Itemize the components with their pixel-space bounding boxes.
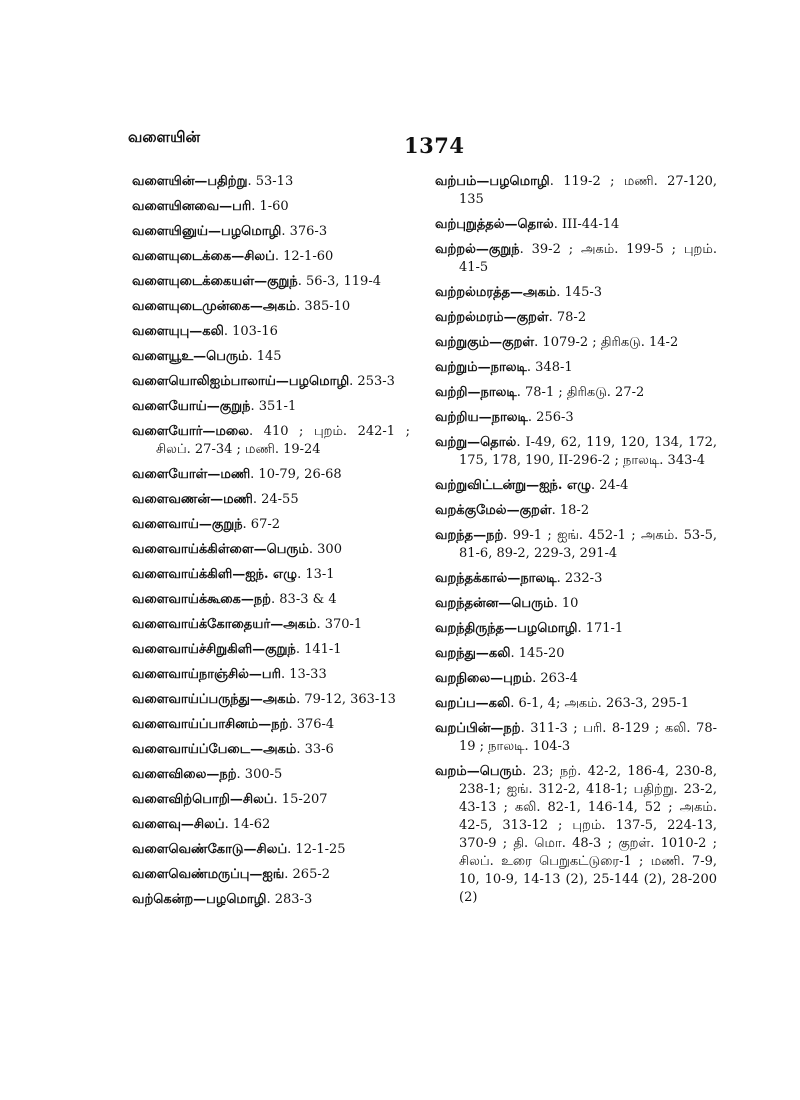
- entry-references: . 10-79, 26-68: [250, 467, 342, 482]
- index-entry: [132, 466, 410, 484]
- index-entry: [132, 716, 410, 734]
- entry-headword: வளைவாய்க்கூகை—நற்: [132, 592, 272, 607]
- entry-headword: வளைவாய்க்கிள்ளை—பெரும்: [132, 542, 309, 557]
- index-entry: [132, 423, 410, 459]
- entry-headword: வற்றுகும்—குறள்: [435, 335, 535, 350]
- entry-headword: வறப்பின்—நற்: [435, 721, 521, 736]
- entry-headword: வறந்த—நற்: [435, 528, 504, 543]
- entry-headword: வளையோய்—குறுந்: [132, 399, 251, 414]
- index-entry: [132, 791, 410, 809]
- entry-references: . 348-1: [526, 360, 573, 375]
- index-entry: [435, 645, 717, 663]
- index-entry: [132, 173, 410, 191]
- index-entry: [132, 641, 410, 659]
- entry-references: . 18-2: [551, 503, 590, 518]
- entry-headword: வளைவாய்க்கோதையர்—அகம்: [132, 617, 317, 632]
- entry-references: . 145-20: [510, 646, 565, 661]
- index-entry: [132, 616, 410, 634]
- entry-headword: வளையுடைக்கையள்—குறுந்: [132, 274, 298, 289]
- entry-headword: வளையினுய்—பழமொழி: [132, 224, 282, 239]
- entry-references: . 410 ; புறம். 242-1 ; சிலப். 27-34 ; மணி. 19-24: [156, 424, 410, 457]
- entry-references: . 78-2: [548, 310, 587, 325]
- entry-headword: வளைவெண்கோடு—சிலப்: [132, 842, 288, 857]
- entry-references: . 12-1-25: [287, 842, 346, 857]
- entry-references: . 1-60: [251, 199, 289, 214]
- index-entry: [132, 491, 410, 509]
- entry-references: . 67-2: [242, 517, 281, 532]
- page-number: 1374: [404, 133, 465, 158]
- index-entry: [132, 841, 410, 859]
- entry-references: . 263-4: [532, 671, 578, 686]
- index-entry: [132, 691, 410, 709]
- entry-references: . 351-1: [250, 399, 297, 414]
- entry-headword: வற்பம்—பழமொழி: [435, 174, 550, 189]
- entry-references: . 1079-2 ; திரிகடு. 14-2: [534, 335, 679, 350]
- index-entry: [132, 223, 410, 241]
- index-entry: [435, 241, 717, 277]
- entry-headword: வளையோர்—மலை: [132, 424, 249, 439]
- index-entry: [435, 284, 717, 302]
- entry-references: . 300: [308, 542, 342, 557]
- entry-references: . 13-1: [297, 567, 335, 582]
- entry-headword: வளைவிற்பொறி—சிலப்: [132, 792, 274, 807]
- entry-references: . 83-3 & 4: [271, 592, 337, 607]
- entry-references: . 99-1 ; ஐங். 452-1 ; அகம். 53-5, 81-6, 89-2, 229-3, 291-4: [459, 528, 717, 561]
- entry-references: . 13-33: [280, 667, 327, 682]
- index-entry: [435, 527, 717, 563]
- entry-references: . 300-5: [236, 767, 283, 782]
- entry-references: . 119-2 ; மணி. 27-120, 135: [459, 174, 717, 207]
- entry-headword: வற்றல்—குறுந்: [435, 242, 520, 257]
- entry-headword: வற்றல்மரத்த—அகம்: [435, 285, 557, 300]
- index-entry: [435, 595, 717, 613]
- index-entry: [132, 541, 410, 559]
- entry-references: . 232-3: [556, 571, 603, 586]
- index-entry: [435, 216, 717, 234]
- entry-headword: வறப்ப—கலி: [435, 696, 511, 711]
- index-entry: [132, 891, 410, 909]
- index-entry: [132, 566, 410, 584]
- entry-references: . 370-1: [316, 617, 363, 632]
- entry-references: . III-44-14: [553, 217, 620, 232]
- entry-references: . 283-3: [266, 892, 313, 907]
- entry-references: . 6-1, 4; அகம். 263-3, 295-1: [510, 696, 690, 711]
- index-entry: [132, 516, 410, 534]
- index-entry: [435, 434, 717, 470]
- entry-headword: வறந்தக்கால்—நாலடி: [435, 571, 557, 586]
- index-entry: [132, 591, 410, 609]
- index-entry: [132, 348, 410, 366]
- entry-headword: வளைவணன்—மணி: [132, 492, 253, 507]
- index-entry: [435, 384, 717, 402]
- entry-headword: வளைவாய்நாஞ்சில்—பரி: [132, 667, 281, 682]
- entry-headword: வளையுடைமுன்கை—அகம்: [132, 299, 297, 314]
- entry-references: . 385-10: [296, 299, 351, 314]
- entry-references: . 253-3: [349, 374, 395, 389]
- entry-headword: வறந்திருந்த—பழமொழி: [435, 621, 578, 636]
- index-entry: [435, 334, 717, 352]
- entry-references: . 145-3: [556, 285, 603, 300]
- entry-headword: வற்றிய—நாலடி: [435, 410, 528, 425]
- entry-references: . 145: [248, 349, 282, 364]
- entry-headword: வளைவாய்—குறுந்: [132, 517, 243, 532]
- entry-references: . 376-4: [288, 717, 335, 732]
- entry-headword: வளையோள்—மணி: [132, 467, 251, 482]
- entry-references: . 33-6: [296, 742, 334, 757]
- left-column: [132, 173, 410, 916]
- entry-references: . 15-207: [273, 792, 328, 807]
- entry-references: . 24-55: [252, 492, 299, 507]
- entry-headword: வளையுடைக்கை—சிலப்: [132, 249, 275, 264]
- entry-references: . 14-62: [224, 817, 271, 832]
- index-entry: [435, 409, 717, 427]
- entry-headword: வளைவாய்ப்பேடை—அகம்: [132, 742, 297, 757]
- entry-headword: வளைவாய்க்கிளி—ஐந். எழு: [132, 567, 298, 582]
- index-entry: [435, 620, 717, 638]
- index-entry: [435, 502, 717, 520]
- index-entry: [435, 670, 717, 688]
- entry-references: . 56-3, 119-4: [297, 274, 381, 289]
- index-entry: [435, 763, 717, 907]
- entry-headword: வளைவாய்ச்சிறுகிளி—குறுந்: [132, 642, 296, 657]
- entry-references: . I-49, 62, 119, 120, 134, 172, 175, 178, 190, II-296-2 ; நாலடி. 343-4: [459, 435, 717, 468]
- entry-headword: வளைவாய்ப்பாசினம்—நற்: [132, 717, 289, 732]
- entry-headword: வளையொலிஐம்பாலாய்—பழமொழி: [132, 374, 350, 389]
- index-entry: [132, 323, 410, 341]
- entry-headword: வறம்—பெரும்: [435, 764, 523, 779]
- entry-headword: வளையின்—பதிற்று: [132, 174, 248, 189]
- index-entry: [435, 695, 717, 713]
- entry-references: . 171-1: [577, 621, 624, 636]
- entry-headword: வறக்குமேல்—குறள்: [435, 503, 552, 518]
- index-entry: [132, 741, 410, 759]
- index-entry: [132, 866, 410, 884]
- index-entry: [132, 198, 410, 216]
- index-entry: [435, 570, 717, 588]
- entry-references: . 39-2 ; அகம். 199-5 ; புறம். 41-5: [459, 242, 717, 275]
- index-entry: [132, 273, 410, 291]
- index-entry: [435, 173, 717, 209]
- entry-headword: வளையினவை—பரி: [132, 199, 252, 214]
- entry-headword: வறந்தன்ன—பெரும்: [435, 596, 554, 611]
- index-entry: [132, 373, 410, 391]
- entry-references: . 24-4: [590, 478, 629, 493]
- index-entry: [132, 766, 410, 784]
- index-entry: [132, 398, 410, 416]
- index-entry: [435, 309, 717, 327]
- entry-references: . 78-1 ; திரிகடு. 27-2: [516, 385, 645, 400]
- entry-references: . 141-1: [295, 642, 342, 657]
- entry-headword: வளைவு—சிலப்: [132, 817, 225, 832]
- entry-references: . 53-13: [247, 174, 294, 189]
- index-entry: [132, 248, 410, 266]
- entry-headword: வளையூஉ—பெரும்: [132, 349, 249, 364]
- entry-headword: வறநிலை—புறம்: [435, 671, 533, 686]
- entry-headword: வற்புறுத்தல்—தொல்: [435, 217, 554, 232]
- entry-headword: வற்றும்—நாலடி: [435, 360, 527, 375]
- entry-references: . 10: [553, 596, 579, 611]
- entry-headword: வற்றல்மரம்—குறள்: [435, 310, 549, 325]
- entry-headword: வளைவாய்ப்பருந்து—அகம்: [132, 692, 297, 707]
- entry-headword: வற்றி—நாலடி: [435, 385, 517, 400]
- index-entry: [435, 720, 717, 756]
- entry-headword: வளைவிலை—நற்: [132, 767, 237, 782]
- entry-headword: வறந்து—கலி: [435, 646, 511, 661]
- entry-headword: வற்றுவிட்டன்று—ஐந். எழு: [435, 478, 591, 493]
- entry-references: . 376-3: [281, 224, 328, 239]
- entry-headword: வற்கென்ற—பழமொழி: [132, 892, 267, 907]
- running-head: வளையின்: [128, 128, 201, 146]
- right-column: [435, 173, 717, 914]
- index-entry: [132, 298, 410, 316]
- entry-references: . 103-16: [223, 324, 278, 339]
- index-entry: [435, 359, 717, 377]
- entry-headword: வளையுபு—கலி: [132, 324, 224, 339]
- entry-references: . 79-12, 363-13: [296, 692, 396, 707]
- entry-headword: வளைவெண்மருப்பு—ஐங்: [132, 867, 285, 882]
- index-entry: [435, 477, 717, 495]
- entry-references: . 12-1-60: [274, 249, 334, 264]
- entry-references: . 265-2: [284, 867, 331, 882]
- entry-references: . 311-3 ; பரி. 8-129 ; கலி. 78-19 ; நாலடி. 104-3: [459, 721, 717, 754]
- entry-references: . 256-3: [527, 410, 574, 425]
- index-entry: [132, 816, 410, 834]
- index-entry: [132, 666, 410, 684]
- entry-headword: வற்று—தொல்: [435, 435, 517, 450]
- entry-references: . 23; நற். 42-2, 186-4, 230-8, 238-1; ஐங். 312-2, 418-1; பதிற்று. 23-2, 43-13 ; கலி. 82-1, 146-14, 52 ; அகம். 42-5, 313-12 ; புறம். 137-5, 224-13, 370-9 ; தி. மொ. 48-3 ; குறள். 1010-2 ; சிலப். உரை பெறுகட்டுரை-1 ; மணி. 7-9, 10, 10-9, 14-13 (2), 25-144 (2), 28-200 (2): [459, 764, 717, 905]
